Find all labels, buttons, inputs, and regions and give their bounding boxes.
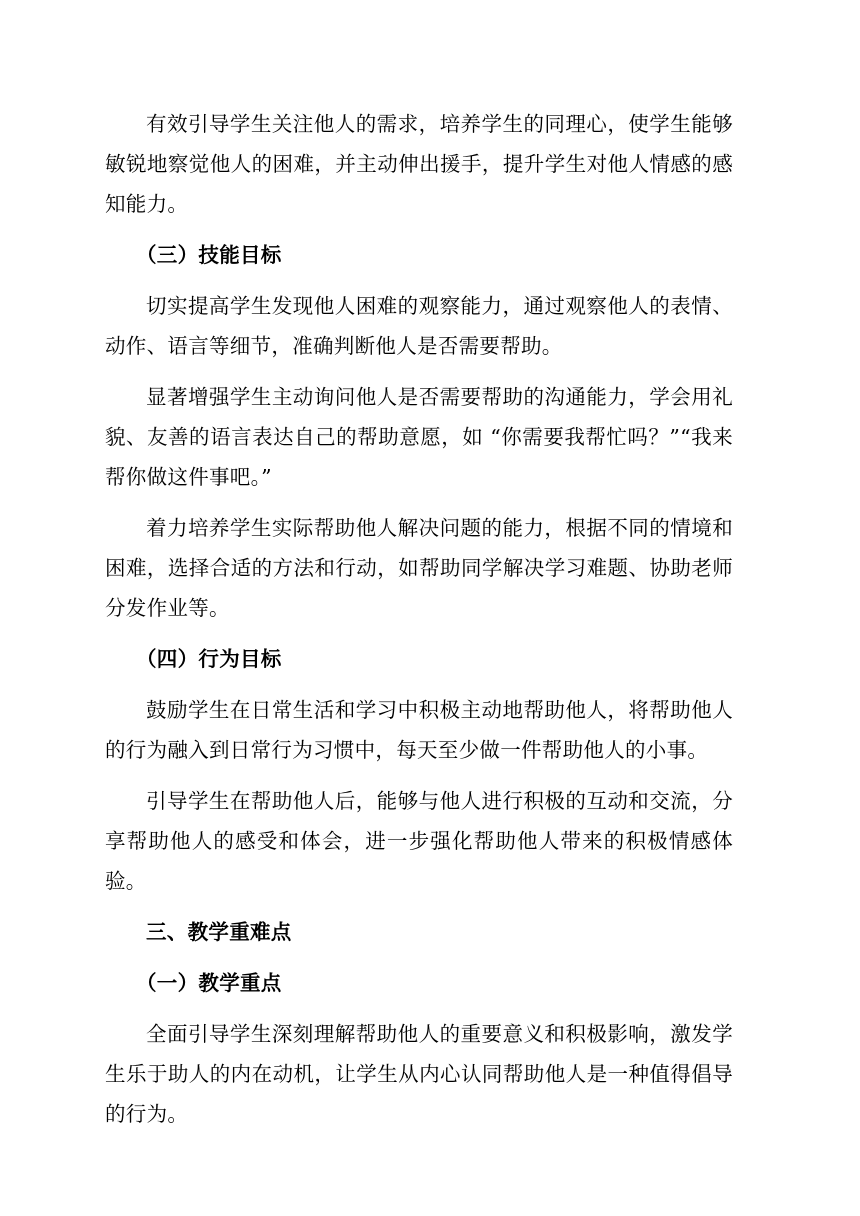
heading-teaching-focus: （一）教学重点: [136, 971, 282, 995]
paragraph-teaching-focus: 全面引导学生深刻理解帮助他人的重要意义和积极影响，激发学生乐于助人的内在动机，让学生从内心认同帮助他人是一种值得倡导的行为。: [105, 1022, 733, 1126]
heading-skill-goals: （三）技能目标: [136, 243, 282, 267]
paragraph-sharing-experience: 引导学生在帮助他人后，能够与他人进行积极的互动和交流，分享帮助他人的感受和体会，进一步强化帮助他人带来的积极情感体验。: [105, 789, 733, 893]
document-body: [105, 104, 733, 1145]
paragraph-daily-helping: 鼓励学生在日常生活和学习中积极主动地帮助他人，将帮助他人的行为融入到日常行为习惯中，每天至少做一件帮助他人的小事。: [105, 698, 733, 762]
paragraph-problem-solving-skill: 着力培养学生实际帮助他人解决问题的能力，根据不同的情境和困难，选择合适的方法和行动，如帮助同学解决学习难题、协助老师分发作业等。: [105, 516, 733, 620]
paragraph-observation-skill: 切实提高学生发现他人困难的观察能力，通过观察他人的表情、动作、语言等细节，准确判断他人是否需要帮助。: [105, 294, 733, 358]
paragraph-empathy-goal: 有效引导学生关注他人的需求，培养学生的同理心，使学生能够敏锐地察觉他人的困难，并主动伸出援手，提升学生对他人情感的感知能力。: [105, 112, 733, 216]
paragraph-communication-skill: 显著增强学生主动询问他人是否需要帮助的沟通能力，学会用礼貌、友善的语言表达自己的帮助意愿，如 “你需要我帮忙吗？”“我来帮你做这件事吧。”: [105, 385, 733, 489]
heading-behavior-goals: （四）行为目标: [136, 647, 282, 671]
heading-key-difficulties: 三、教学重难点: [146, 920, 292, 944]
